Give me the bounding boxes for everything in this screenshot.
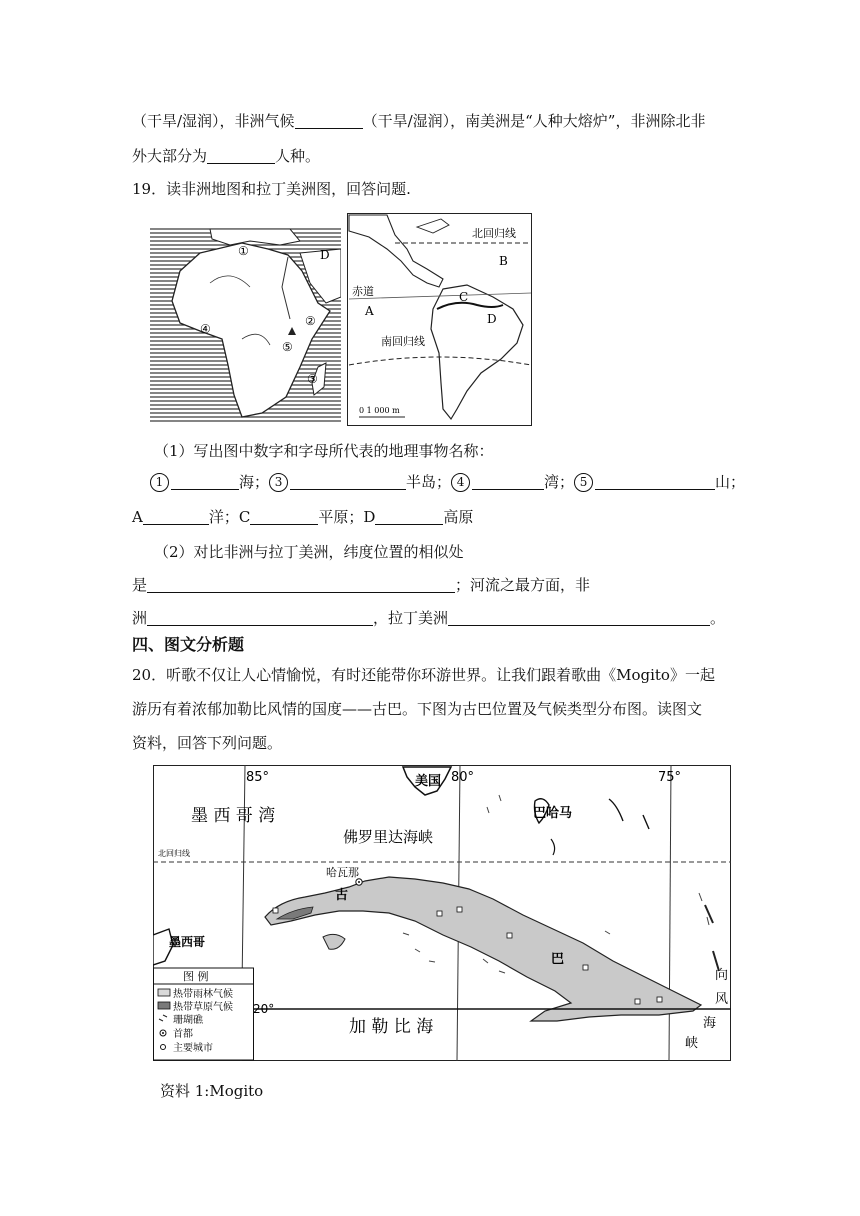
cuba-ba: 巴 <box>551 952 565 967</box>
answer-blank[interactable] <box>147 577 455 593</box>
legend-rainforest: 热带雨林气候 <box>173 989 233 1000</box>
tropic-label: 北回归线 <box>158 849 190 858</box>
answer-blank[interactable] <box>250 509 318 525</box>
answer-blank[interactable] <box>448 610 710 626</box>
windward-2: 风 <box>715 992 729 1007</box>
map-legend <box>154 968 254 1060</box>
label-2: ② <box>305 314 316 328</box>
answer-blank[interactable] <box>295 113 363 129</box>
answer-blank[interactable] <box>143 509 209 525</box>
letter-A: A <box>365 304 374 318</box>
windward-3: 海 <box>703 1016 717 1031</box>
circle-number: 3 <box>269 473 288 492</box>
circle-number: 5 <box>574 473 593 492</box>
windward-4: 峡 <box>685 1036 699 1051</box>
gulf-label: 墨 西 哥 湾 <box>191 806 276 826</box>
answer-blank[interactable] <box>595 474 715 490</box>
legend-capital: 首都 <box>173 1029 193 1040</box>
q19-title: 19．读非洲地图和拉丁美洲图，回答问题. <box>132 180 411 198</box>
label-5: ⑤ <box>282 340 293 354</box>
answer-blank[interactable] <box>375 509 443 525</box>
circle-number: 4 <box>451 473 470 492</box>
scale-label: 0 1 000 m <box>359 406 400 415</box>
q20-line-3: 资料，回答下列问题。 <box>132 734 283 752</box>
answer-blank[interactable] <box>290 474 406 490</box>
south-tropic-label: 南回归线 <box>381 335 425 348</box>
letter-C: C <box>459 290 469 304</box>
intro-line-1: （干旱/湿润），非洲气候 （干旱/湿润），南美洲是“人种大熔炉”，非洲除北非 <box>132 112 706 130</box>
lon-75: 75° <box>658 770 682 785</box>
material-label: 资料 1:Mogito <box>160 1082 264 1100</box>
africa-map <box>150 227 341 423</box>
latin-america-map <box>347 213 532 426</box>
usa-label: 美国 <box>415 774 442 789</box>
label-3: ③ <box>307 372 318 386</box>
north-tropic-label: 北回归线 <box>472 227 516 240</box>
answer-blank[interactable] <box>207 148 275 164</box>
answer-blank[interactable] <box>171 474 239 490</box>
letter-D: D <box>487 312 497 326</box>
cuba-map <box>153 765 731 1061</box>
q20-line-1: 20．听歌不仅让人心情愉悦，有时还能带你环游世界。让我们跟着歌曲《Mogito》一起 <box>132 666 715 684</box>
label-1: ① <box>238 244 249 258</box>
havana-label: 哈瓦那 <box>326 866 359 879</box>
legend-coral: 珊瑚礁 <box>173 1015 203 1026</box>
intro-line-2: 外大部分为 人种。 <box>132 147 321 165</box>
strait-label: 佛罗里达海峡 <box>343 828 434 846</box>
q19-part1: （1）写出图中数字和字母所代表的地理事物名称： <box>154 442 494 460</box>
q20-line-2: 游历有着浓郁加勒比风情的国度——古巴。下图为古巴位置及气候类型分布图。读图文 <box>132 700 703 718</box>
lon-80: 80° <box>451 770 475 785</box>
section-heading: 四、图文分析题 <box>132 635 245 654</box>
legend-title: 图 例 <box>183 970 209 983</box>
caribbean-label: 加 勒 比 海 <box>349 1017 434 1037</box>
q19-part2: （2）对比非洲与拉丁美洲，纬度位置的相似处 <box>154 543 464 561</box>
answer-blank[interactable] <box>472 474 544 490</box>
q19-row1: 1 海； 3 半岛； 4 湾； 5 山； <box>150 472 745 492</box>
lon-85: 85° <box>246 770 270 785</box>
windward-1: 向 <box>715 968 729 983</box>
cuba-gu: 古 <box>335 888 349 903</box>
letter-B: B <box>499 254 508 268</box>
q19-row4: 洲 ，拉丁美洲 。 <box>132 609 726 627</box>
q19-row2: A 洋；C 平原；D 高原 <box>132 508 474 526</box>
label-4: ④ <box>200 322 211 336</box>
label-D: D <box>320 248 330 262</box>
q19-row3: 是 ；河流之最方面，非 <box>132 576 591 594</box>
bahamas-label: 巴哈马 <box>533 806 573 821</box>
legend-city: 主要城市 <box>173 1043 213 1054</box>
answer-blank[interactable] <box>147 610 373 626</box>
legend-savanna: 热带草原气候 <box>173 1002 233 1013</box>
mexico-label: 墨西哥 <box>169 935 206 949</box>
lat-20: 20° <box>253 1002 275 1016</box>
equator-label: 赤道 <box>352 285 374 298</box>
circle-number: 1 <box>150 473 169 492</box>
